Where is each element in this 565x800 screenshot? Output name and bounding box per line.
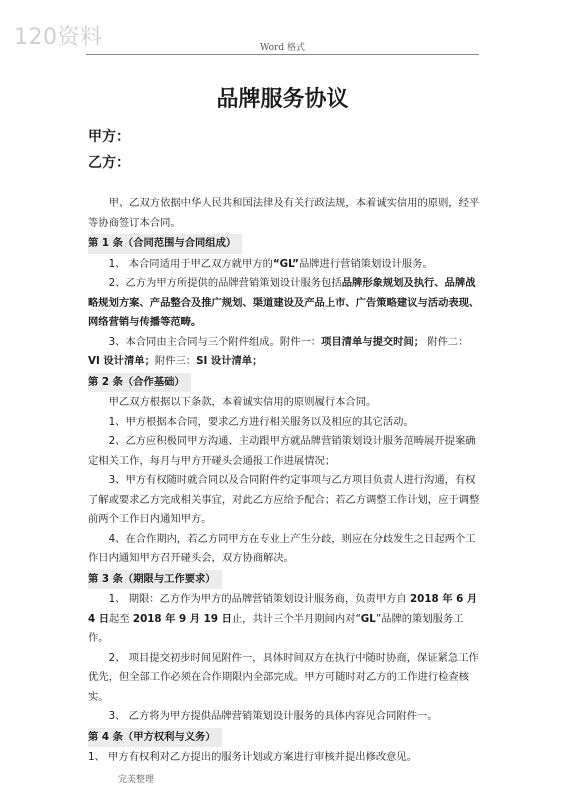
section-3-heading: 第 3 条（期限与工作要求） <box>88 570 222 590</box>
section-1-heading: 第 1 条（合同范围与合同组成） <box>88 234 242 254</box>
section-2-clause-1: 1、甲方根据本合同，要求乙方进行相关服务以及相应的其它活动。 <box>108 415 414 428</box>
header-divider <box>86 54 479 55</box>
preamble: 甲、乙双方依据中华人民共和国法律及有关行政法规，本着诚实信用的原则，经平等协商签订本合同。 <box>88 197 480 229</box>
page-header: Word 格式 <box>260 43 305 53</box>
section-2-intro: 甲乙双方根据以下条款，本着诚实信用的原则履行本合同。 <box>108 396 377 408</box>
section-2-heading: 第 2 条（合作基础） <box>88 373 191 393</box>
section-4-heading: 第 4 条（甲方权利与义务） <box>88 728 222 748</box>
party-a-label: 甲方： <box>88 129 130 145</box>
section-1-clause-1: 1、 本合同适用于甲乙双方就甲方的“GL”品牌进行营销策划设计服务。 <box>108 257 433 270</box>
section-3-clause-2: 2、 项目提交初步时间见附件一，具体时间双方在执行中随时协商，保证紧急工作优先，但全部工作必须在合作期限内全部完成。甲方可随时对乙方的工作进行检查核实。 <box>88 651 479 703</box>
section-2-clause-2: 2、乙方应积极同甲方沟通、主动跟甲方就品牌营销策划设计服务范畴展开提案确定相关工作，每月与甲方开碰头会通报工作进展情况； <box>88 435 476 467</box>
section-2-clause-3: 3、甲方有权随时就合同以及合同附件约定事项与乙方项目负责人进行沟通，有权了解或要求乙方完成相关事宜，对此乙方应给予配合；若乙方调整工作计划，应于调整前两个工作日内通知甲方。 <box>88 474 480 525</box>
contract-body <box>88 194 480 768</box>
section-1-clause-2: 2、乙方为甲方所提供的品牌营销策划设计服务包括品牌形象规划及执行、品牌战略规划方案、产品整合及推广规划、渠道建设及产品上市、广告策略建议与活动表现、网络营销与传播等范畴。 <box>88 277 480 328</box>
document-title: 品牌服务协议 <box>216 87 349 112</box>
section-1-clause-3: 3、本合同由主合同与三个附件组成。附件一：项目清单与提交时间； 附件二：VI 设计清单；附件三：SI 设计清单； <box>88 335 469 367</box>
section-2-clause-4: 4、在合作期内，若乙方同甲方在专业上产生分歧，则应在分歧发生之日起两个工作日内通知甲方召开碰头会，双方协商解决。 <box>88 532 476 564</box>
section-3-clause-1: 1、 期限：乙方作为甲方的品牌营销策划设计服务商，负责甲方自 2018 年 6 月 4 日起至 2018 年 9 月 19 日止，共计三个半月期间内对“GL”品牌的策划服务工作。 <box>88 593 478 644</box>
section-3-clause-3: 3、 乙方将为甲方提供品牌营销策划设计服务的具体内容见合同附件一。 <box>108 710 438 722</box>
party-b-label: 乙方： <box>88 155 130 171</box>
section-4-clause-1: 1、 甲方有权利对乙方提出的服务计划或方案进行审核并提出修改意见。 <box>88 751 418 763</box>
page-footer: 完美整理 <box>118 775 155 785</box>
watermark: 120资料 <box>14 25 103 50</box>
